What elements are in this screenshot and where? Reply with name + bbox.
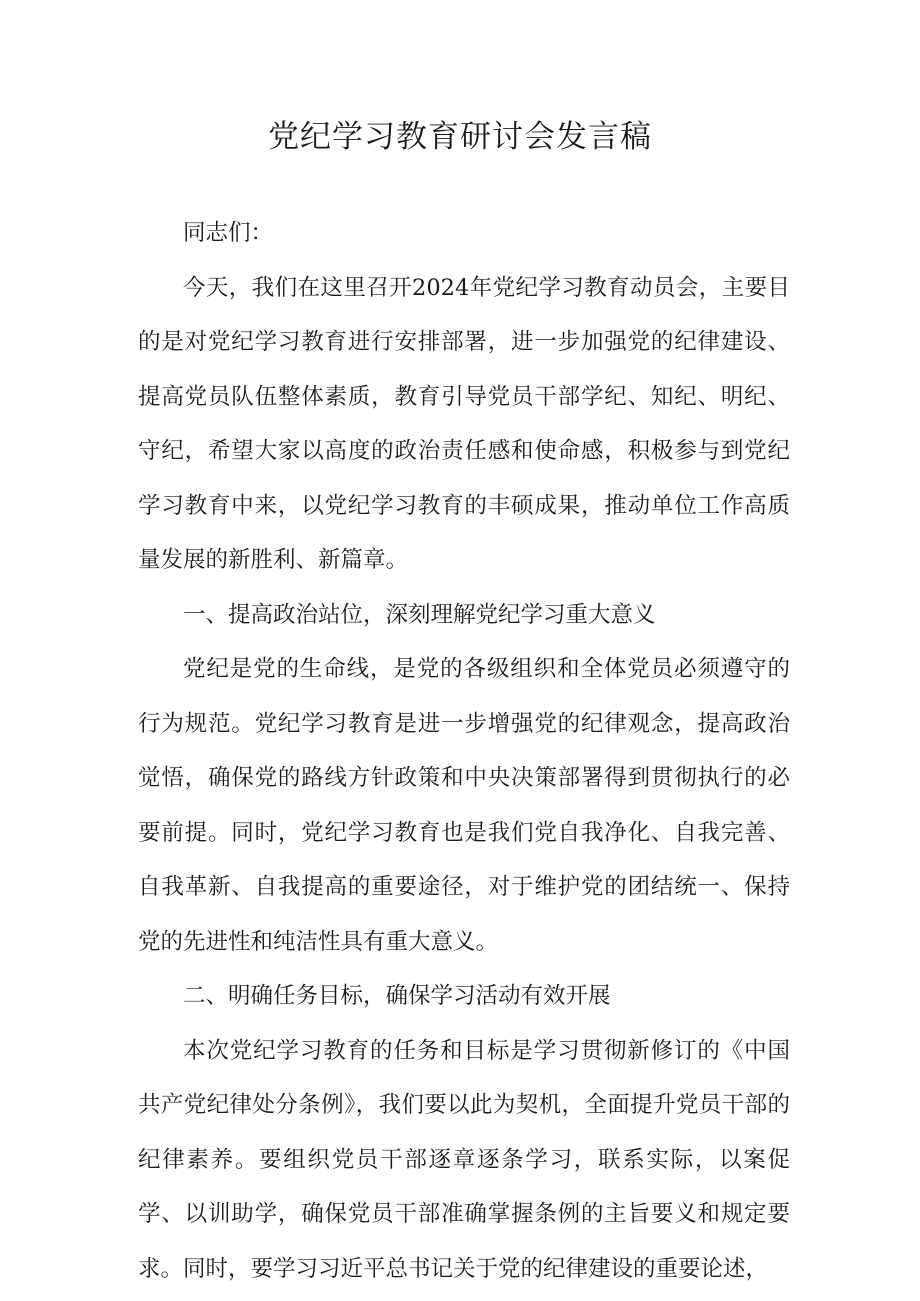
paragraph-section-2: 本次党纪学习教育的任务和目标是学习贯彻新修订的《中国共产党纪律处分条例》，我们要以此为契机，全面提升党员干部的纪律素养。要组织党员干部逐章逐条学习，联系实际，以案促学、以训助学，确保党员干部准确掌握条例的主旨要义和规定要求。同时，要学习习近平总书记关于党的纪律建设的重要论述， [138, 1037, 790, 1282]
salutation: 同志们： [183, 220, 274, 246]
paragraph-intro: 今天，我们在这里召开2024年党纪学习教育动员会，主要目的是对党纪学习教育进行安排部署，进一步加强党的纪律建设、提高党员队伍整体素质，教育引导党员干部学纪、知纪、明纪、守纪，希望大家以高度的政治责任感和使命感，积极参与到党纪学习教育中来，以党纪学习教育的丰硕成果，推动单位工作高质量发展的新胜利、新篇章。 [138, 274, 790, 573]
paragraph-section-1: 党纪是党的生命线，是党的各级组织和全体党员必须遵守的行为规范。党纪学习教育是进一步增强党的纪律观念，提高政治觉悟，确保党的路线方针政策和中央决策部署得到贯彻执行的必要前提。同时，党纪学习教育也是我们党自我净化、自我完善、自我革新、自我提高的重要途径，对于维护党的团结统一、保持党的先进性和纯洁性具有重大意义。 [138, 656, 790, 955]
section-heading-1: 一、提高政治站位，深刻理解党纪学习重大意义 [183, 601, 656, 628]
document-title: 党纪学习教育研讨会发言稿 [268, 119, 652, 155]
document-body [138, 206, 790, 1296]
section-heading-2: 二、明确任务目标，确保学习活动有效开展 [183, 983, 611, 1009]
